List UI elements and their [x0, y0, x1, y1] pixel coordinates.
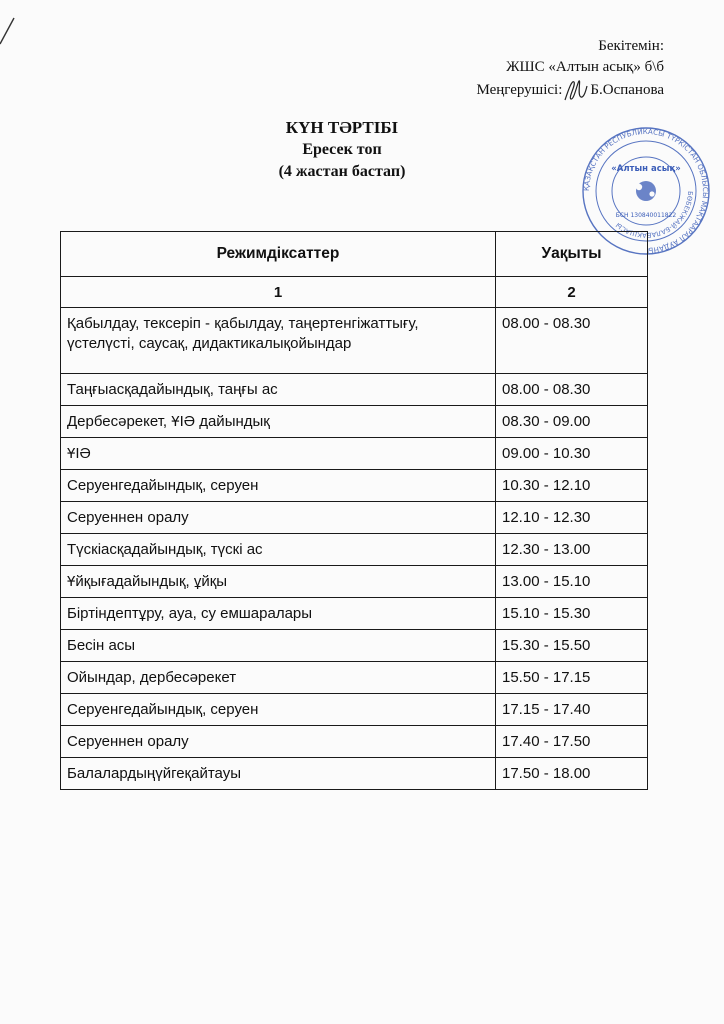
activity-cell: Серуенгедайындық, серуен — [61, 694, 496, 726]
activity-cell: ҰІӘ — [61, 438, 496, 470]
manager-prefix: Меңгерушісі: — [476, 81, 563, 98]
time-cell: 12.10 - 12.30 — [496, 502, 648, 534]
stamp-bin: БСН 130840011822 — [615, 212, 677, 219]
time-cell: 10.30 - 12.10 — [496, 470, 648, 502]
time-cell: 13.00 - 15.10 — [496, 566, 648, 598]
group-name: Ересек топ — [302, 141, 382, 158]
header-regime: Режимдіксаттер — [61, 232, 496, 277]
activity-cell: Бесін асы — [61, 630, 496, 662]
time-cell: 17.40 - 17.50 — [496, 726, 648, 758]
stamp-emblem-icon — [636, 181, 656, 201]
table-row — [61, 406, 648, 438]
organization-name: ЖШС «Алтын асық» б\б — [506, 59, 664, 75]
stamp-outer-text: ҚАЗАҚСТАН РЕСПУБЛИКАСЫ ТҮРКІСТАН ОБЛЫСЫ МАҚТААРАЛ АУДАНЫ — [581, 126, 711, 256]
table-row — [61, 566, 648, 598]
activity-cell: Серуеннен оралу — [61, 502, 496, 534]
table-row — [61, 438, 648, 470]
manager-line — [476, 78, 664, 102]
table-row — [61, 662, 648, 694]
table-row — [61, 470, 648, 502]
activity-cell: Таңғыасқадайындық, таңғы ас — [61, 374, 496, 406]
table-row — [61, 694, 648, 726]
header-time: Уақыты — [496, 232, 648, 277]
schedule-table — [60, 231, 648, 790]
document-title-block — [232, 117, 452, 183]
column-number-row — [61, 277, 648, 308]
page-title: КҮН ТӘРТІБІ — [285, 118, 399, 137]
activity-cell: Ұйқығадайындық, ұйқы — [61, 566, 496, 598]
table-row — [61, 598, 648, 630]
table-header-row — [61, 232, 648, 277]
activity-cell: Қабылдау, тексеріп - қабылдау, таңертенгіжаттығу, үстелүсті, саусақ, дидактикалықойындар — [61, 308, 496, 374]
table-row — [61, 758, 648, 790]
activity-cell: Балалардыңүйгеқайтауы — [61, 758, 496, 790]
table-row — [61, 726, 648, 758]
activity-cell: Біртіндептұру, ауа, су емшаралары — [61, 598, 496, 630]
time-cell: 15.10 - 15.30 — [496, 598, 648, 630]
table-row — [61, 502, 648, 534]
stamp-name: «Алтын асық» — [611, 164, 681, 174]
time-cell: 17.15 - 17.40 — [496, 694, 648, 726]
column-number-2: 2 — [496, 277, 648, 308]
time-cell: 15.50 - 17.15 — [496, 662, 648, 694]
column-number-1: 1 — [61, 277, 496, 308]
table-row — [61, 534, 648, 566]
manager-name: Б.Оспанова — [590, 81, 664, 98]
signature-icon — [563, 78, 589, 102]
time-cell: 15.30 - 15.50 — [496, 630, 648, 662]
time-cell: 17.50 - 18.00 — [496, 758, 648, 790]
corner-scratch — [0, 0, 40, 60]
activity-cell: Серуеннен оралу — [61, 726, 496, 758]
table-row — [61, 630, 648, 662]
activity-cell: Дербесәрекет, ҰІӘ дайындық — [61, 406, 496, 438]
age-note: (4 жастан бастап) — [278, 163, 406, 180]
time-cell: 08.00 - 08.30 — [496, 374, 648, 406]
time-cell: 12.30 - 13.00 — [496, 534, 648, 566]
time-cell: 08.00 - 08.30 — [496, 308, 648, 374]
table-row — [61, 374, 648, 406]
approved-label: Бекітемін: — [598, 38, 664, 54]
approval-block — [476, 36, 664, 102]
table-row — [61, 308, 648, 374]
activity-cell: Түскіасқадайындық, түскі ас — [61, 534, 496, 566]
stamp-inner-text: БӨБЕКЖАЙ-БАЛАБАҚШАСЫ — [614, 190, 695, 240]
time-cell: 09.00 - 10.30 — [496, 438, 648, 470]
time-cell: 08.30 - 09.00 — [496, 406, 648, 438]
activity-cell: Серуенгедайындық, серуен — [61, 470, 496, 502]
activity-cell: Ойындар, дербесәрекет — [61, 662, 496, 694]
